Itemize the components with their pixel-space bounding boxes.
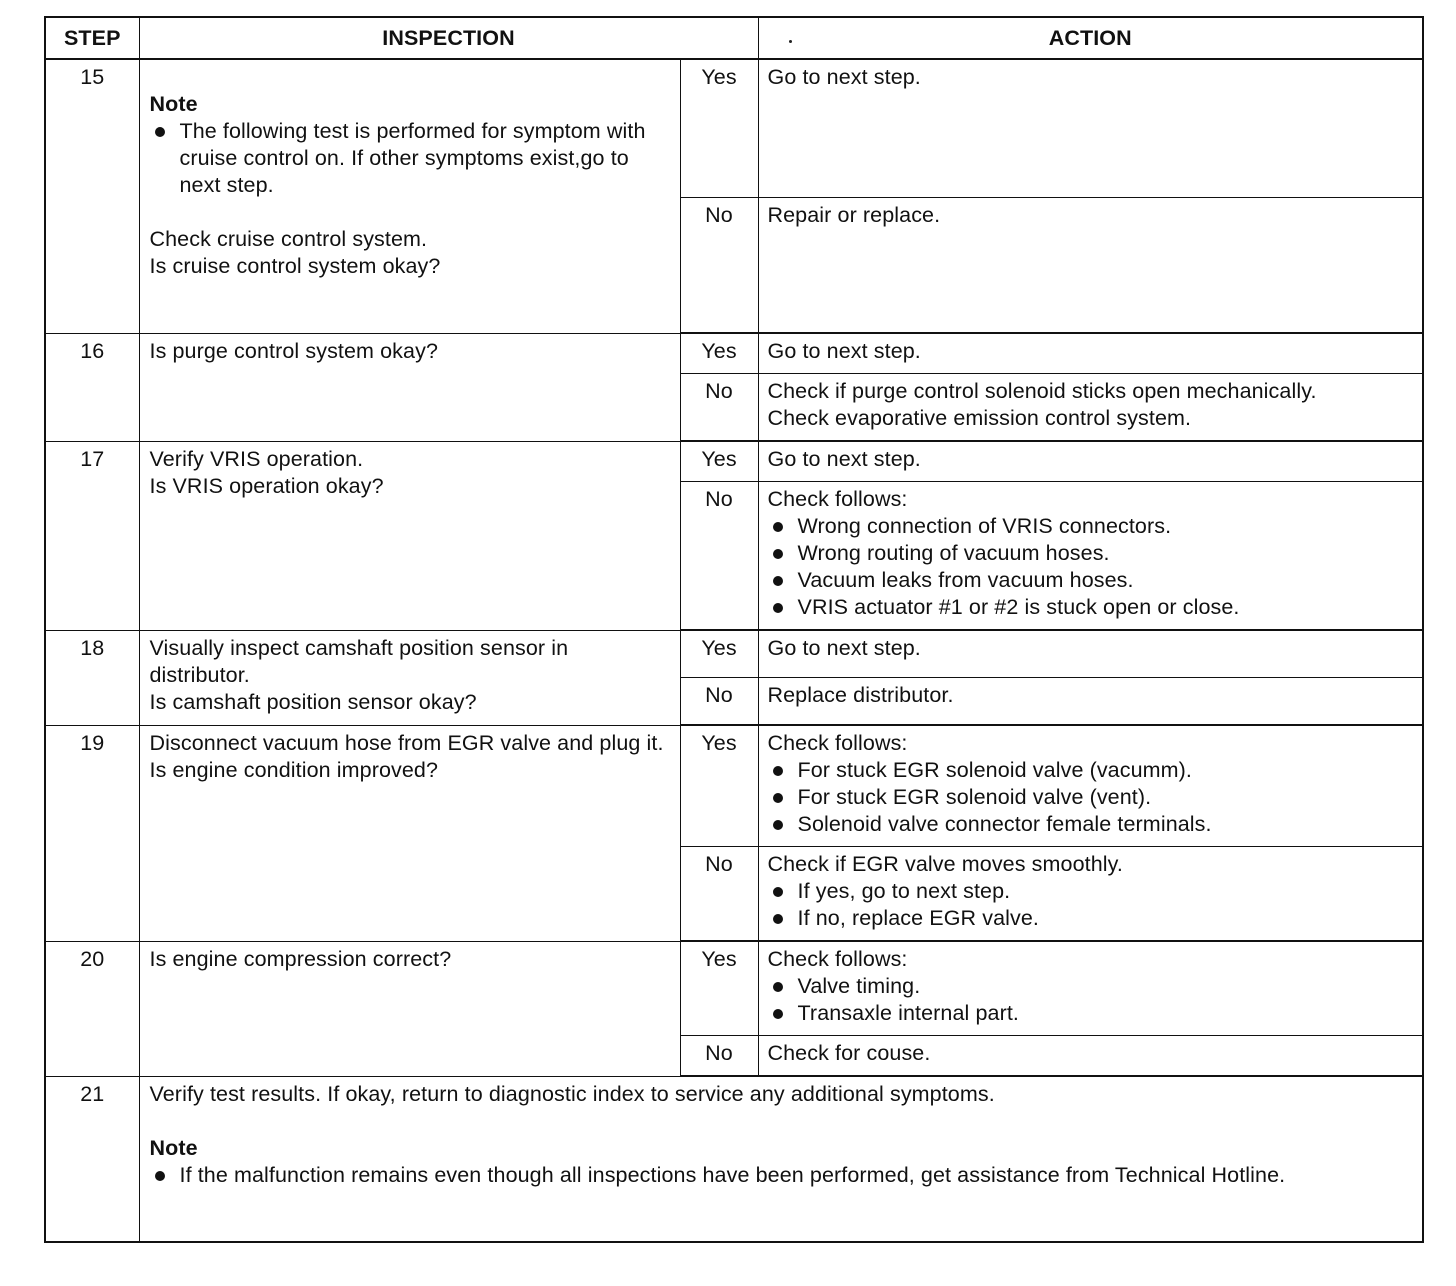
list-item: Transaxle internal part. (768, 1000, 1413, 1027)
step-number: 20 (45, 941, 139, 1076)
no-action-line: Check evaporative emission control system. (767, 406, 1192, 430)
table-row-step-20 (45, 941, 1423, 1036)
table-header-row (45, 17, 1423, 59)
header-action-label: ACTION (1048, 25, 1132, 50)
inspection-text: Check cruise control system. (149, 227, 428, 251)
header-step: STEP (45, 17, 139, 59)
no-action: Check for couse. (758, 1036, 1423, 1077)
note-bullet: If the malfunction remains even though all inspections have been performed, get assistance from Technical Hotline. (150, 1162, 1413, 1189)
header-inspection: INSPECTION (139, 17, 758, 59)
inspection-cell (139, 725, 680, 941)
step-number: 17 (45, 441, 139, 630)
no-action-title: Check follows: (767, 487, 908, 511)
inspection-text: Disconnect vacuum hose from EGR valve and plug it. (149, 730, 664, 755)
table-row-step-19 (45, 725, 1423, 847)
inspection-text: Visually inspect camshaft position sensor in distributor. (149, 635, 569, 687)
table-row-step-16 (45, 333, 1423, 374)
yes-label: Yes (680, 630, 758, 678)
no-action: Replace distributor. (758, 678, 1423, 726)
note-list (150, 118, 670, 199)
yes-action: Go to next step. (758, 441, 1423, 482)
inspection-cell (139, 59, 680, 333)
header-action (758, 17, 1423, 59)
no-label: No (680, 374, 758, 442)
no-label: No (680, 482, 758, 631)
table-row-step-18 (45, 630, 1423, 678)
yes-action-list (768, 757, 1413, 838)
list-item: For stuck EGR solenoid valve (vacumm). (768, 757, 1413, 784)
list-item: If no, replace EGR valve. (768, 905, 1413, 932)
inspection-cell (139, 333, 680, 441)
table-row-step-21 (45, 1076, 1423, 1242)
list-item: Vacuum leaks from vacuum hoses. (768, 567, 1413, 594)
inspection-question: Is VRIS operation okay? (149, 473, 384, 498)
inspection-cell (139, 941, 680, 1076)
no-action (758, 847, 1423, 942)
final-step-text: Verify test results. If okay, return to diagnostic index to service any additional symptoms. (149, 1082, 995, 1106)
note-list (150, 1162, 1413, 1189)
step-number: 15 (45, 59, 139, 333)
table-row-step-17 (45, 441, 1423, 482)
inspection-question: Is engine compression correct? (149, 946, 452, 971)
list-item: If yes, go to next step. (768, 878, 1413, 905)
yes-label: Yes (680, 59, 758, 198)
step-number: 21 (45, 1076, 139, 1242)
yes-action: Go to next step. (758, 333, 1423, 374)
no-action-line: Check if purge control solenoid sticks open mechanically. (767, 379, 1317, 403)
list-item: Solenoid valve connector female terminals. (768, 811, 1413, 838)
yes-label: Yes (680, 941, 758, 1036)
inspection-question: Is engine condition improved? (149, 757, 439, 782)
inspection-text: Verify VRIS operation. (149, 446, 364, 471)
yes-action-title: Check follows: (767, 731, 908, 755)
yes-action: Go to next step. (758, 630, 1423, 678)
inspection-question: Is camshaft position sensor okay? (149, 689, 477, 714)
step-number: 19 (45, 725, 139, 941)
yes-action (758, 941, 1423, 1036)
list-item: Wrong routing of vacuum hoses. (768, 540, 1413, 567)
inspection-cell (139, 441, 680, 630)
no-label: No (680, 198, 758, 334)
yes-action (758, 725, 1423, 847)
yes-action: Go to next step. (758, 59, 1423, 198)
note-bullet: The following test is performed for symptom with cruise control on. If other symptoms exist,go to next step. (150, 118, 670, 199)
no-label: No (680, 1036, 758, 1077)
no-action: Repair or replace. (758, 198, 1423, 334)
yes-label: Yes (680, 441, 758, 482)
no-label: No (680, 847, 758, 942)
yes-action-list (768, 973, 1413, 1027)
step-number: 18 (45, 630, 139, 725)
inspection-question: Is purge control system okay? (149, 338, 438, 363)
yes-label: Yes (680, 333, 758, 374)
scan-speck (789, 40, 792, 43)
note-title: Note (149, 1136, 198, 1160)
final-step-cell (139, 1076, 1423, 1242)
table-row-step-15 (45, 59, 1423, 198)
no-label: No (680, 678, 758, 726)
diagnostic-table (44, 16, 1424, 1243)
inspection-cell (139, 630, 680, 725)
inspection-question: Is cruise control system okay? (149, 254, 441, 278)
yes-action-title: Check follows: (767, 947, 908, 971)
no-action-list (768, 878, 1413, 932)
yes-label: Yes (680, 725, 758, 847)
no-action-title: Check if EGR valve moves smoothly. (767, 852, 1123, 876)
no-action (758, 374, 1423, 442)
list-item: For stuck EGR solenoid valve (vent). (768, 784, 1413, 811)
list-item: VRIS actuator #1 or #2 is stuck open or close. (768, 594, 1413, 621)
step-number: 16 (45, 333, 139, 441)
note-title: Note (149, 92, 198, 116)
no-action (758, 482, 1423, 631)
no-action-list (768, 513, 1413, 621)
list-item: Valve timing. (768, 973, 1413, 1000)
list-item: Wrong connection of VRIS connectors. (768, 513, 1413, 540)
